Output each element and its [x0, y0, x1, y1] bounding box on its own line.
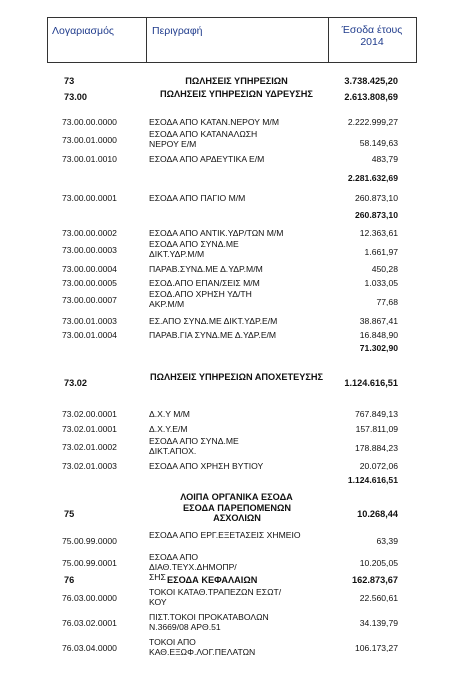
- account-column-header: Λογαριασμός: [52, 25, 114, 37]
- account-code: 75.00.99.0001: [62, 558, 117, 568]
- subtotal-amount: 260.873,10: [354, 210, 398, 220]
- row-description: ΕΣΟΔΑ ΑΠΟ ΣΥΝΔ.ΜΕ ΔΙΚΤ.ΥΔΡ.Μ/Μ: [149, 239, 239, 259]
- row-description: ΠΩΛΗΣΕΙΣ ΥΠΗΡΕΣΙΩΝ ΥΔΡΕΥΣΗΣ: [160, 89, 313, 99]
- row-amount: 483,79: [371, 154, 398, 164]
- row-amount: 16.848,90: [359, 330, 398, 340]
- row-amount: 2.222.999,27: [347, 117, 398, 127]
- row-amount: 450,28: [371, 264, 398, 274]
- account-code: 73.00.01.0010: [62, 154, 117, 164]
- row-amount: 767.849,13: [354, 409, 398, 419]
- subtotal-amount: 71.302,90: [359, 343, 398, 353]
- row-amount: 1.033,05: [364, 278, 398, 288]
- row-amount: 178.884,23: [354, 443, 398, 453]
- row-description: ΠΩΛΗΣΕΙΣ ΥΠΗΡΕΣΙΩΝ: [185, 76, 288, 86]
- account-code: 73.00.00.0002: [62, 228, 117, 238]
- account-code: 73.00.00.0001: [62, 193, 117, 203]
- row-description: ΠΙΣΤ.ΤΟΚΟΙ ΠΡΟΚΑΤΑΒΟΛΩΝ Ν.3669/08 ΑΡΘ.51: [149, 612, 269, 632]
- row-description: ΕΣΟΔ.ΑΠΟ ΧΡΗΣΗ ΥΔ/ΤΗ ΑΚΡ.Μ/Μ: [149, 289, 252, 309]
- revenue-header-line1: Έσοδα έτους: [341, 24, 403, 36]
- account-code: 73.00: [64, 92, 87, 102]
- account-code: 73.00.00.0000: [62, 117, 117, 127]
- account-code: 73.02.01.0003: [62, 461, 117, 471]
- account-code: 76: [64, 575, 75, 585]
- account-code: 73.02.01.0002: [62, 442, 117, 452]
- row-description: ΕΣΟΔΑ ΑΠΟ ΕΡΓ.ΕΞΕΤΑΣΕΙΣ ΧΗΜΕΙΟ: [149, 530, 301, 540]
- row-amount: 63,39: [376, 536, 398, 546]
- row-amount: 106.173,27: [354, 643, 398, 653]
- revenue-header-line2: 2014: [360, 36, 384, 48]
- row-amount: 10.268,44: [357, 509, 398, 519]
- table-header: [47, 17, 417, 63]
- account-code: 73.02: [64, 378, 87, 388]
- account-code: 73.00.01.0003: [62, 316, 117, 326]
- account-code: 76.03.00.0000: [62, 593, 117, 603]
- account-code: 76.03.04.0000: [62, 643, 117, 653]
- account-code: 75.00.99.0000: [62, 536, 117, 546]
- section-heading: ΛΟΙΠΑ ΟΡΓΑΝΙΚΑ ΕΣΟΔΑ: [180, 492, 293, 502]
- row-description: ΕΣΟΔΑ ΑΠΟ ΚΑΤΑΝ.ΝΕΡΟΥ Μ/Μ: [149, 117, 279, 127]
- subtotal-amount: 1.124.616,51: [347, 475, 398, 485]
- row-description: ΕΣΟΔΑ ΑΠΟ ΑΡΔΕΥΤΙΚΑ Ε/Μ: [149, 154, 265, 164]
- account-code: 73.00.01.0004: [62, 330, 117, 340]
- row-description: ΠΑΡΑΒ.ΣΥΝΔ.ΜΕ Δ.ΥΔΡ.Μ/Μ: [149, 264, 263, 274]
- row-amount: 2.613.808,69: [344, 92, 398, 102]
- row-description: ΕΣΟΔΑ ΑΠΟ ΧΡΗΣΗ ΒΥΤΙΟΥ: [149, 461, 264, 471]
- row-amount: 12.363,61: [359, 228, 398, 238]
- row-amount: 22.560,61: [359, 593, 398, 603]
- account-code: 76.03.02.0001: [62, 618, 117, 628]
- account-code: 73.00.00.0003: [62, 245, 117, 255]
- row-description: ΕΣΟΔΑ ΑΠΟ ΑΝΤΙΚ.ΥΔΡ/ΤΩΝ Μ/Μ: [149, 228, 284, 238]
- row-description: ΕΣΟΔΑ ΑΠΟ ΣΥΝΔ.ΜΕ ΔΙΚΤ.ΑΠΟΧ.: [149, 436, 239, 456]
- row-amount: 157.811,09: [355, 424, 398, 434]
- account-code: 73.00.00.0007: [62, 295, 117, 305]
- row-amount: 34.139,79: [359, 618, 398, 628]
- revenue-column-header: [330, 24, 414, 48]
- row-amount: 10.205,05: [359, 558, 398, 568]
- row-amount: 58.149,63: [359, 138, 398, 148]
- column-divider: [328, 18, 329, 62]
- account-code: 73.02.01.0001: [62, 424, 117, 434]
- row-description: ΠΩΛΗΣΕΙΣ ΥΠΗΡΕΣΙΩΝ ΑΠΟΧΕΤΕΥΣΗΣ: [150, 372, 323, 382]
- account-code: 73.00.00.0005: [62, 278, 117, 288]
- row-description: ΕΣΟΔ.ΑΠΟ ΕΠΑΝ/ΣΕΙΣ Μ/Μ: [149, 278, 260, 288]
- row-amount: 20.072,06: [359, 461, 398, 471]
- row-amount: 38.867,41: [359, 316, 398, 326]
- row-description: ΠΑΡΑΒ.ΓΙΑ ΣΥΝΔ.ΜΕ Δ.ΥΔΡ.Ε/Μ: [149, 330, 277, 340]
- row-amount: 3.738.425,20: [344, 76, 398, 86]
- row-amount: 1.124.616,51: [344, 378, 398, 388]
- row-description: Δ.Χ.Υ Μ/Μ: [149, 409, 190, 419]
- row-description: ΕΣΟΔΑ ΑΠΟ ΠΑΓΙΟ Μ/Μ: [149, 193, 246, 203]
- account-code: 73.02.00.0001: [62, 409, 117, 419]
- account-code: 73: [64, 76, 75, 86]
- account-code: 75: [64, 509, 75, 519]
- row-description: ΕΣΟΔΑ ΑΠΟ ΔΙΑΘ.ΤΕΥΧ.ΔΗΜΟΠΡ/ΣΗΣ: [149, 552, 237, 582]
- row-amount: 162.873,67: [352, 575, 398, 585]
- description-column-header: Περιγραφή: [152, 25, 203, 37]
- column-divider: [146, 18, 147, 62]
- subtotal-amount: 2.281.632,69: [347, 173, 398, 183]
- row-description: ΕΣΟΔΑ ΚΕΦΑΛΑΙΩΝ: [167, 575, 258, 585]
- row-description: ΤΟΚΟΙ ΑΠΟ ΚΑΘ.ΕΞΩΦ.ΛΟΓ.ΠΕΛΑΤΩΝ: [149, 637, 256, 657]
- row-description: ΤΟΚΟΙ ΚΑΤΑΘ.ΤΡΑΠΕΖΩΝ ΕΣΩΤ/ΚΟΥ: [149, 587, 282, 607]
- row-description: Δ.Χ.Υ.Ε/Μ: [149, 424, 188, 434]
- row-amount: 1.661,97: [364, 247, 398, 257]
- row-amount: 77,68: [376, 297, 398, 307]
- account-code: 73.00.00.0004: [62, 264, 117, 274]
- row-amount: 260.873,10: [354, 193, 398, 203]
- account-code: 73.00.01.0000: [62, 135, 117, 145]
- row-description: ΕΣΟΔΑ ΠΑΡΕΠΟΜΕΝΩΝ ΑΣΧΟΛΙΩΝ: [182, 503, 292, 523]
- row-description: ΕΣΟΔΑ ΑΠΟ ΚΑΤΑΝΑΛΩΣΗ ΝΕΡΟΥ Ε/Μ: [149, 129, 258, 149]
- row-description: ΕΣ.ΑΠΟ ΣΥΝΔ.ΜΕ ΔΙΚΤ.ΥΔΡ.Ε/Μ: [149, 316, 278, 326]
